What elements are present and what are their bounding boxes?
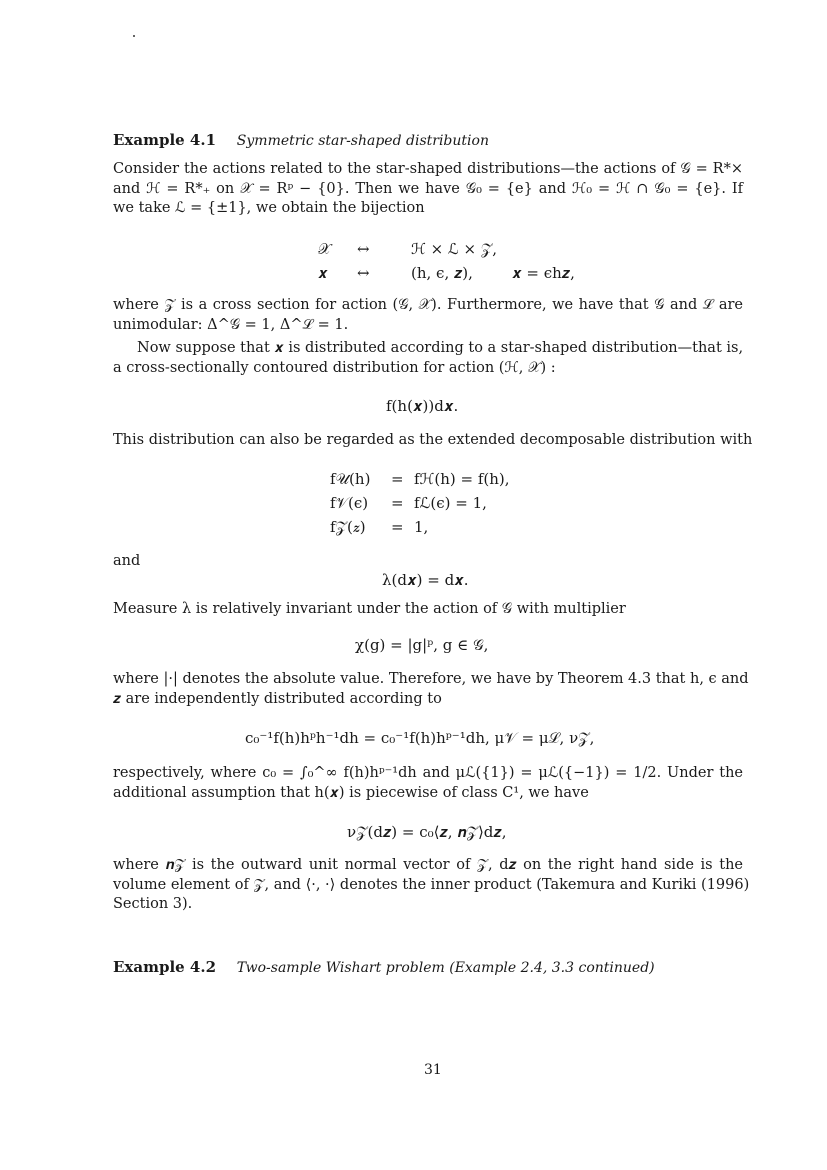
eq-right: ℋ × ℒ × 𝒵,	[411, 240, 498, 258]
text-line: 𝒛 are independently distributed according to	[113, 690, 442, 707]
example-label: Example 4.2	[113, 958, 217, 976]
page-number: 31	[424, 1062, 442, 1078]
eq-right: fℋ(h) = f(h),	[414, 470, 510, 488]
text-line: Now suppose that 𝒙 is distributed according to a star-shaped distribution—that is,	[137, 340, 744, 356]
eq-arrow: ↔	[357, 240, 370, 258]
text-line: where 𝒵 is a cross section for action (𝒢, 𝒳). Furthermore, we have that 𝒢 and ℒ are	[113, 297, 743, 313]
text-line: Measure λ is relatively invariant under the action of 𝒢 with multiplier	[113, 601, 626, 617]
equation-distributions: c₀⁻¹f(h)hᵖh⁻¹dh = c₀⁻¹f(h)hᵖ⁻¹dh, μ𝒱 = μℒ, ν𝒵,	[245, 729, 595, 747]
text-line: respectively, where c₀ = ∫₀^∞ f(h)hᵖ⁻¹dh and μℒ({1}) = μℒ({−1}) = 1/2. Under the	[113, 765, 743, 781]
eq-left: f𝒵(𝒛)	[330, 518, 366, 536]
paragraph-star-shaped	[113, 339, 743, 378]
eq-left: 𝒙	[318, 264, 328, 282]
example-label: Example 4.1	[113, 131, 217, 149]
text-line: additional assumption that h(𝒙) is piecewise of class C¹, we have	[113, 784, 589, 801]
example-title: Two-sample Wishart problem (Example 2.4, 3.3 continued)	[236, 960, 655, 976]
paragraph-respectively	[113, 764, 743, 803]
equation-multiplier: χ(g) = |g|ᵖ, g ∈ 𝒢,	[355, 636, 489, 654]
text-line: Section 3).	[113, 896, 193, 913]
eq-right: 1,	[414, 518, 429, 536]
equation-density: f(h(𝒙))d𝒙.	[386, 397, 459, 415]
text-line: unimodular: Δ^𝒢 = 1, Δ^ℒ = 1.	[113, 316, 349, 333]
eq-sign: =	[391, 494, 404, 512]
scan-speck	[133, 35, 135, 37]
text-line: This distribution can also be regarded as the extended decomposable distribution with	[113, 432, 753, 448]
eq-extra: 𝒙 = ϵh𝒛,	[512, 264, 575, 282]
text-line: volume element of 𝒵, and ⟨·, ·⟩ denotes the inner product (Takemura and Kuriki (1996)	[113, 876, 750, 893]
example-4-1-heading	[113, 131, 489, 149]
eq-sign: =	[391, 518, 404, 536]
text-line: Consider the actions related to the star-shaped distributions—the actions of 𝒢 = R*×	[113, 161, 743, 177]
eq-right: fℒ(ϵ) = 1,	[414, 494, 487, 512]
eq-left: f𝒱(ϵ)	[330, 494, 369, 512]
text-line: we take ℒ = {±1}, we obtain the bijection	[113, 200, 425, 217]
eq-arrow: ↔	[357, 264, 370, 282]
text-line: a cross-sectionally contoured distribution for action (ℋ, 𝒳) :	[113, 359, 556, 376]
text-line: and ℋ = R*₊ on 𝒳 = Rᵖ − {0}. Then we have 𝒢₀ = {e} and ℋ₀ = ℋ ∩ 𝒢₀ = {e}. If	[113, 180, 743, 197]
example-4-2-heading	[113, 958, 655, 976]
text-line: and	[113, 553, 141, 569]
eq-left: f𝒰(h)	[330, 470, 371, 488]
equation-nu: ν𝒵(d𝒛) = c₀⟨𝒛, 𝒏𝒵⟩d𝒛,	[347, 823, 507, 841]
eq-left: 𝒳	[318, 240, 331, 258]
eq-sign: =	[391, 470, 404, 488]
text-line: where 𝒏𝒵 is the outward unit normal vector of 𝒵, d𝒛 on the right hand side is the	[113, 857, 743, 873]
example-title: Symmetric star-shaped distribution	[236, 133, 489, 149]
paragraph-theorem	[113, 670, 749, 709]
and-word	[113, 552, 743, 572]
paragraph-extended	[113, 431, 753, 451]
paragraph-normal-vector	[113, 856, 750, 915]
equation-lambda: λ(d𝒙) = d𝒙.	[382, 571, 469, 589]
paragraph-cross-section	[113, 296, 743, 335]
paragraph-actions	[113, 160, 743, 219]
paragraph-measure	[113, 600, 743, 620]
eq-right: (h, ϵ, 𝒛),	[411, 264, 473, 282]
text-line: where |·| denotes the absolute value. Therefore, we have by Theorem 4.3 that h, ϵ and	[113, 671, 749, 687]
